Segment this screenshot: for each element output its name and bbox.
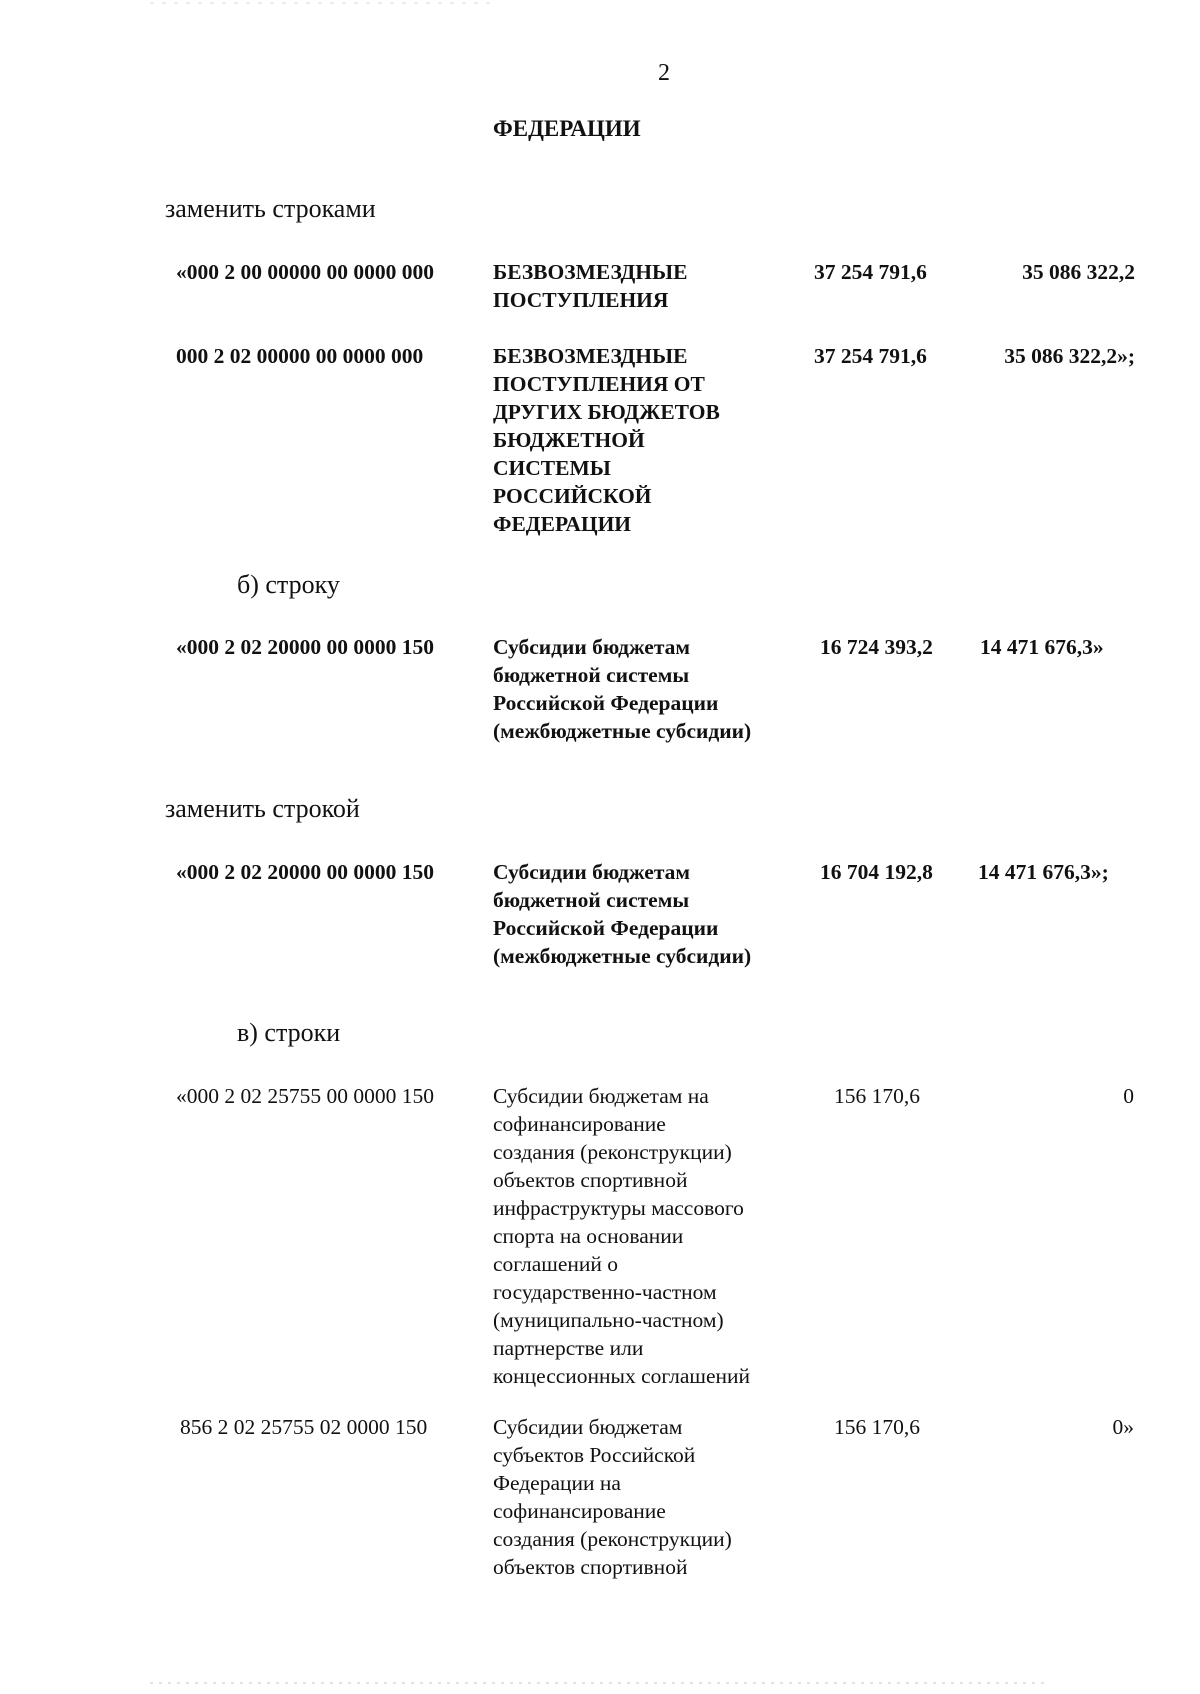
scan-noise-top: [150, 2, 490, 4]
desc-line: БЕЗВОЗМЕЗДНЫЕ: [493, 344, 688, 368]
desc-line: (межбюджетные субсидии): [493, 719, 752, 743]
row-description: [493, 342, 720, 538]
desc-line: БЕЗВОЗМЕЗДНЫЕ: [493, 260, 688, 284]
row-code: 856 2 02 25755 02 0000 150: [180, 1415, 428, 1439]
row-value-1: 37 254 791,6: [814, 344, 927, 368]
desc-line: РОССИЙСКОЙ: [493, 484, 652, 508]
desc-line: софинансирование: [493, 1112, 666, 1136]
desc-line: соглашений о: [493, 1252, 619, 1276]
row-value-2: 35 086 322,2: [1022, 260, 1135, 284]
row-description: [493, 1082, 750, 1390]
desc-line: Субсидии бюджетам: [493, 635, 691, 659]
row-description: [493, 858, 751, 970]
row-value-1: 37 254 791,6: [814, 260, 927, 284]
instruction-b-row: б) строку: [237, 570, 340, 599]
desc-line: бюджетной системы: [493, 663, 690, 687]
desc-line: БЮДЖЕТНОЙ: [493, 428, 645, 452]
row-code: «000 2 02 20000 00 0000 150: [176, 860, 434, 884]
desc-line: создания (реконструкции): [493, 1527, 732, 1551]
desc-line: объектов спортивной: [493, 1555, 688, 1579]
desc-line: Российской Федерации: [493, 691, 719, 715]
row-value-2: 14 471 676,3»: [980, 635, 1104, 659]
desc-line: бюджетной системы: [493, 888, 690, 912]
page-number: 2: [658, 60, 670, 86]
desc-line: создания (реконструкции): [493, 1140, 732, 1164]
desc-line: СИСТЕМЫ: [493, 456, 611, 480]
desc-line: концессионных соглашений: [493, 1364, 751, 1388]
desc-line: (межбюджетные субсидии): [493, 944, 752, 968]
row-value-2: 0»: [1112, 1415, 1134, 1439]
row-code: «000 2 02 25755 00 0000 150: [176, 1084, 434, 1108]
desc-line: инфраструктуры массового: [493, 1196, 744, 1220]
desc-line: (муниципально-частном): [493, 1308, 724, 1332]
instruction-v-rows: в) строки: [237, 1018, 341, 1047]
desc-line: ПОСТУПЛЕНИЯ ОТ: [493, 372, 705, 396]
row-description: [493, 633, 751, 745]
heading-continuation: ФЕДЕРАЦИИ: [493, 116, 641, 141]
row-description: [493, 258, 687, 314]
row-code: 000 2 02 00000 00 0000 000: [176, 344, 424, 368]
desc-line: софинансирование: [493, 1499, 666, 1523]
row-value-2: 14 471 676,3»;: [978, 860, 1109, 884]
desc-line: субъектов Российской: [493, 1443, 696, 1467]
desc-line: Федерации на: [493, 1471, 621, 1495]
desc-line: Субсидии бюджетам на: [493, 1084, 709, 1108]
row-value-1: 16 724 393,2: [820, 635, 933, 659]
row-code: «000 2 00 00000 00 0000 000: [176, 260, 434, 284]
desc-line: Субсидии бюджетам: [493, 860, 691, 884]
desc-line: спорта на основании: [493, 1224, 684, 1248]
desc-line: ДРУГИХ БЮДЖЕТОВ: [493, 400, 720, 424]
desc-line: объектов спортивной: [493, 1168, 688, 1192]
row-value-1: 156 170,6: [834, 1084, 920, 1108]
instruction-replace-row: заменить строкой: [165, 794, 360, 823]
scan-noise-bottom: [150, 1682, 1050, 1684]
desc-line: партнерстве или: [493, 1336, 644, 1360]
row-description: [493, 1413, 732, 1581]
desc-line: государственно-частном: [493, 1280, 717, 1304]
row-value-2: 0: [1123, 1084, 1134, 1108]
desc-line: ФЕДЕРАЦИИ: [493, 512, 632, 536]
instruction-replace-rows: заменить строками: [165, 194, 376, 223]
row-value-1: 16 704 192,8: [820, 860, 933, 884]
desc-line: Российской Федерации: [493, 916, 719, 940]
row-value-1: 156 170,6: [834, 1415, 920, 1439]
desc-line: Субсидии бюджетам: [493, 1415, 683, 1439]
row-value-2: 35 086 322,2»;: [1004, 344, 1135, 368]
desc-line: ПОСТУПЛЕНИЯ: [493, 288, 669, 312]
row-code: «000 2 02 20000 00 0000 150: [176, 635, 434, 659]
